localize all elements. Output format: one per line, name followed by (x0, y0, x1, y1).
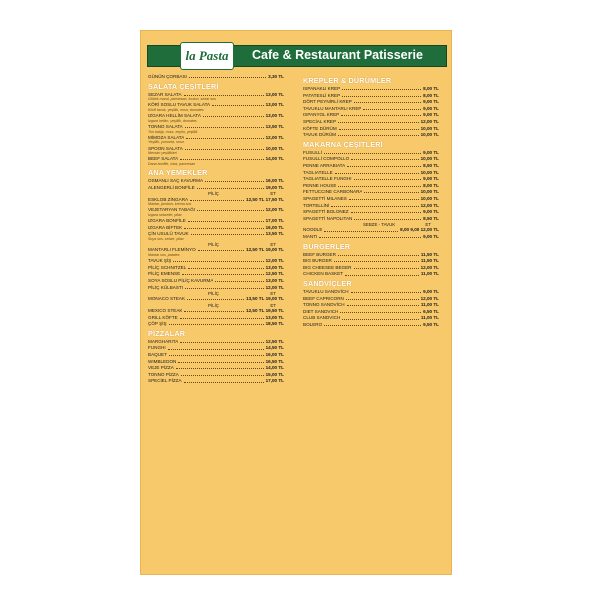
menu-item (303, 93, 439, 99)
item-name: ÇİN USULÜ TAVUK (148, 231, 189, 237)
menu-item (303, 196, 439, 202)
item-description: Ton balığı, mısır, zeytin, yeşillik (148, 129, 198, 134)
item-name: TAVUK ŞİŞ (148, 258, 172, 264)
menu-item (148, 247, 284, 257)
item-price: 9,00 TL (423, 149, 439, 155)
item-name: MANTI (303, 234, 318, 240)
menu-item (148, 352, 284, 358)
variant-label: PİLİÇ (208, 302, 219, 308)
item-description: Körili tavuk, yeşillik, mısır, domates (148, 107, 204, 112)
menu-item (148, 296, 284, 302)
leader-dots (338, 119, 419, 123)
item-price: 13,50 TL (265, 231, 284, 237)
item-price: 13,00 TL (265, 91, 284, 97)
item-name: BOLERO (303, 322, 323, 328)
section-title: SALATA ÇEŞİTLERİ (148, 81, 219, 91)
leader-dots (351, 156, 418, 160)
section-title: SANDVİÇLER (303, 279, 352, 289)
item-price: 8,00 TL (423, 92, 439, 98)
menu-item (303, 183, 439, 189)
menu-item (303, 296, 439, 302)
menu-item (148, 225, 284, 231)
item-price: 15,00 TL (265, 371, 284, 377)
leader-dots (354, 176, 422, 180)
item-price: 19,00 TL (265, 184, 284, 190)
menu-item (148, 185, 284, 191)
leader-dots (338, 252, 419, 256)
leader-dots (184, 308, 244, 312)
item-name: FETTUCCINE CARBONARA (303, 189, 363, 195)
item-name: ÇÖP ŞİŞ (148, 321, 167, 327)
variant-label: ET (270, 242, 276, 248)
variant-label: PİLİÇ (208, 291, 219, 297)
leader-dots (319, 234, 421, 238)
item-name: PİLİÇ EMENSE (148, 271, 181, 277)
item-name: CLUB SANDVICH (303, 315, 341, 321)
menu-item (148, 285, 284, 291)
leader-dots (338, 183, 421, 187)
menu-item (148, 74, 284, 80)
item-description: Mantar sos, patates (148, 252, 180, 257)
item-price: 14,50 TL (265, 345, 284, 351)
leader-dots (354, 216, 421, 220)
menu-item (303, 271, 439, 277)
item-price: 10,00 TL (420, 125, 439, 131)
item-price: 12,00 TL (420, 202, 439, 208)
item-description: Yeşillik, yumurta, mısır (148, 140, 184, 145)
item-price: 9,00 TL (423, 112, 439, 118)
item-name: MONACO STEAK (148, 296, 186, 302)
item-name: BEEF BURGER (303, 251, 336, 257)
item-name: PENNE ARRABIATA (303, 162, 346, 168)
item-price: 10,00 TL (420, 195, 439, 201)
item-name: TAGLIATELLE FUNGHI (303, 176, 352, 182)
variant-label: ET (270, 302, 276, 308)
item-name: KÖFTE DÜRÜM (303, 125, 337, 131)
menu-item (303, 156, 439, 162)
item-name: VEJE PİZZA (148, 365, 174, 371)
item-name: CHICKEN BASKET (303, 271, 344, 277)
menu-item (303, 315, 439, 321)
item-price: 16,00 TL (265, 352, 284, 358)
leader-dots (176, 365, 264, 369)
menu-item (148, 231, 284, 241)
leader-dots (178, 359, 263, 363)
item-name: FUSULLİ COMPOLLO (303, 156, 350, 162)
item-name: BIG BURGER (303, 258, 332, 264)
logo-text: la Pasta (185, 48, 229, 63)
item-price: 12,50 TL 19,00 TL (246, 247, 284, 253)
item-description: Mevsim yeşillikleri (148, 151, 177, 156)
item-price: 13,00 TL (265, 277, 284, 283)
item-name: TAVUK DÜRÜM (303, 132, 337, 138)
menu-item (148, 315, 284, 321)
item-name: TAGLIATELLE (303, 169, 333, 175)
item-price: 9,50 TL (423, 322, 439, 328)
item-name: DIET SANDVICH (303, 308, 339, 314)
item-price: 10,00 TL (420, 189, 439, 195)
menu-item (303, 203, 439, 209)
item-name: NOODLE (303, 227, 323, 233)
item-price: 6,50 TL (423, 308, 439, 314)
variant-label: PİLİÇ (208, 242, 219, 248)
menu-item (148, 146, 284, 156)
leader-dots (364, 189, 418, 193)
item-name: PENNE HOUSE (303, 182, 337, 188)
leader-dots (354, 99, 421, 103)
item-description: Göbek marul, parmesan, kruton, sezar sos (148, 97, 216, 102)
item-name: PATATESLİ KREP (303, 92, 341, 98)
leader-dots (197, 207, 264, 211)
menu-item (303, 309, 439, 315)
item-name: SPECİEL PİZZA (148, 378, 182, 384)
menu-item (148, 308, 284, 314)
item-name: SEZAR SALATA (148, 91, 182, 97)
item-name: SPAGETTİ BOLONEZ (303, 209, 349, 215)
menu-board (140, 30, 452, 575)
item-price: 9,00 TL (423, 176, 439, 182)
leader-dots (185, 124, 264, 128)
section-title: KREPLER & DÜRÜMLER (303, 76, 392, 85)
item-price: 11,00 TL (420, 302, 439, 308)
leader-dots (346, 296, 419, 300)
item-name: MANTARLI FLEMİNYO (148, 247, 196, 253)
item-price: 14,00 TL (265, 156, 284, 162)
item-price: 10,00 TL (265, 145, 284, 151)
item-price: 12,00 TL (420, 118, 439, 124)
item-name: TONNO SANDVİCH (303, 302, 345, 308)
leader-dots (347, 302, 419, 306)
menu-item (148, 345, 284, 351)
item-name: KÖRİ SOSLU TAVUK SALATA (148, 102, 211, 108)
variant-label: PİLİÇ (208, 191, 219, 197)
section-title: BURGERLER (303, 241, 351, 251)
leader-dots (190, 197, 244, 201)
menu-column-right (303, 74, 439, 329)
menu-item (148, 178, 284, 184)
leader-dots (334, 258, 419, 262)
item-name: SPOON SALATA (148, 145, 183, 151)
item-price: 9,00 TL (423, 234, 439, 240)
leader-dots (180, 315, 264, 319)
leader-dots (363, 106, 421, 110)
item-name: MEXICO STEAK (148, 308, 183, 314)
item-price: 13,00 TL (265, 113, 284, 119)
item-description: Izgara hellim, yeşillik, domates (148, 118, 197, 123)
leader-dots (184, 92, 264, 96)
leader-dots (342, 93, 421, 97)
leader-dots (185, 285, 264, 289)
leader-dots (184, 378, 264, 382)
item-name: PİLİÇ SCHNITZEL (148, 264, 187, 270)
menu-item (148, 218, 284, 224)
menu-item (148, 156, 284, 166)
item-price: 11,50 TL (420, 258, 439, 264)
item-price: 16,00 TL (265, 224, 284, 230)
leader-dots (189, 74, 266, 78)
item-name: DÖRT PEYNİRLİ KREP (303, 99, 352, 105)
item-name: MİMOZA SALATA (148, 134, 185, 140)
page-title: Cafe & Restaurant Patisserie (252, 48, 423, 62)
menu-item (303, 265, 439, 271)
leader-dots (198, 247, 244, 251)
item-name: TAVUKLU SANDVİCH (303, 289, 349, 295)
item-price: 16,50 TL (265, 358, 284, 364)
section-title: MAKARNA ÇEŞİTLERİ (303, 139, 383, 149)
menu-item (303, 86, 439, 92)
leader-dots (185, 146, 264, 150)
leader-dots (169, 321, 264, 325)
menu-item (303, 126, 439, 132)
leader-dots (168, 345, 264, 349)
item-name: PİLİÇ KÜLBASTI (148, 284, 183, 290)
item-price: 9,00 TL (423, 99, 439, 105)
leader-dots (349, 196, 419, 200)
leader-dots (181, 372, 264, 376)
item-price: 12,50 TL (265, 338, 284, 344)
leader-dots (342, 86, 421, 90)
variant-label: ET (270, 291, 276, 297)
item-name: BAQUET (148, 352, 167, 358)
leader-dots (169, 352, 264, 356)
menu-item (303, 322, 439, 328)
leader-dots (338, 132, 419, 136)
logo (180, 42, 234, 70)
menu-item (303, 99, 439, 105)
item-price: 13,50 TL 19,00 TL (246, 296, 284, 302)
item-price: 12,00 TL (420, 264, 439, 270)
item-price: 9,00 TL (423, 209, 439, 215)
menu-item (303, 189, 439, 195)
menu-item (303, 176, 439, 182)
item-name: OSMANLI SAÇ KAVURMA (148, 178, 204, 184)
menu-item (303, 209, 439, 215)
item-price: 8,00 9,00 12,00 TL (400, 227, 439, 233)
leader-dots (347, 163, 421, 167)
item-price: 12,00 TL (265, 284, 284, 290)
item-price: 12,00 TL (265, 134, 284, 140)
item-price: 9,00 TL (423, 289, 439, 295)
item-price: 8,00 TL (423, 182, 439, 188)
leader-dots (191, 231, 264, 235)
item-name: SPAGETTİ NAPOLITAN (303, 215, 353, 221)
item-price: 13,00 TL (265, 264, 284, 270)
item-price: 12,00 TL (265, 207, 284, 213)
leader-dots (351, 289, 422, 293)
leader-dots (339, 126, 419, 130)
item-name: ESKLOB ZİNGARA (148, 196, 189, 202)
menu-column-left (148, 74, 284, 385)
item-name: IZGARA HELLİM SALATA (148, 113, 201, 119)
menu-item (303, 170, 439, 176)
menu-item (303, 163, 439, 169)
menu-item (148, 378, 284, 384)
menu-item (303, 132, 439, 138)
leader-dots (340, 309, 421, 313)
leader-dots (331, 203, 418, 207)
menu-item (303, 112, 439, 118)
menu-item (303, 289, 439, 295)
item-name: FUNGHI (148, 345, 166, 351)
item-name: MARGHARITA (148, 338, 179, 344)
item-name: BIG CHEESEE BEGER (303, 264, 352, 270)
item-name: TAVUKLU MANTARLI KREP (303, 105, 362, 111)
item-price: 12,50 TL (265, 271, 284, 277)
leader-dots (215, 278, 263, 282)
leader-dots (354, 265, 419, 269)
menu-item (148, 359, 284, 365)
menu-item (303, 302, 439, 308)
leader-dots (203, 113, 264, 117)
item-price: 12,00 TL (420, 295, 439, 301)
section-title: PİZZALAR (148, 328, 186, 338)
variant-label: ET (425, 222, 431, 228)
menu-item (148, 271, 284, 277)
leader-dots (342, 315, 419, 319)
leader-dots (324, 227, 398, 231)
menu-item (303, 150, 439, 156)
variant-label: SEBZE - TAVUK (363, 222, 396, 228)
item-name: ALENGERLİ BONFİLE (148, 184, 195, 190)
item-price: 8,50 TL (423, 215, 439, 221)
item-name: WIMBLEDON (148, 358, 177, 364)
menu-item (148, 197, 284, 207)
leader-dots (188, 218, 264, 222)
item-price: 14,00 TL (265, 365, 284, 371)
variant-label: ET (270, 191, 276, 197)
item-name: SOYA SOSLU PİLİÇ KAVURMA (148, 277, 214, 283)
menu-item (303, 106, 439, 112)
menu-item (303, 252, 439, 258)
menu-item (148, 258, 284, 264)
item-price: 16,00 TL (265, 178, 284, 184)
item-description: Dana bonfile, roka, parmesan (148, 161, 196, 166)
item-price: 11,50 TL (420, 251, 439, 257)
item-name: BEEF CAPRICORN (303, 295, 344, 301)
item-price: 17,00 TL (265, 218, 284, 224)
item-name: BEEF SALATA (148, 156, 179, 162)
leader-dots (197, 185, 264, 189)
menu-item (148, 135, 284, 145)
item-name: TONNO SALATA (148, 123, 183, 129)
menu-item (303, 234, 439, 240)
section-title: ANA YEMEKLER (148, 168, 208, 178)
item-price: 12,00 TL (265, 258, 284, 264)
menu-item (148, 113, 284, 123)
item-name: GRILL KÖFTE (148, 314, 178, 320)
leader-dots (182, 271, 263, 275)
menu-item (148, 321, 284, 327)
menu-item (148, 102, 284, 112)
menu-item (148, 278, 284, 284)
menu-item (148, 207, 284, 217)
leader-dots (180, 156, 263, 160)
leader-dots (341, 112, 421, 116)
item-name: IZGARA BİFTEK (148, 224, 183, 230)
item-price: 17,00 TL (265, 378, 284, 384)
item-name: SPAGETTİ MILANES (303, 195, 347, 201)
item-name: VEJETARYAN TABAĞI (148, 207, 196, 213)
menu-item (148, 372, 284, 378)
item-description: Soya sos, sebze, pilav (148, 236, 184, 241)
item-price: 10,00 TL (420, 156, 439, 162)
item-description: Mantar, jambon, krema sos (148, 202, 192, 207)
item-name: IZGARA BONFİLE (148, 218, 186, 224)
leader-dots (324, 322, 421, 326)
menu-item (148, 265, 284, 271)
menu-item (148, 124, 284, 134)
item-name: GÜNÜN ÇORBASI (148, 74, 187, 79)
leader-dots (187, 296, 244, 300)
leader-dots (324, 150, 421, 154)
menu-item (303, 258, 439, 264)
item-price: 18,50 TL (265, 321, 284, 327)
item-price: 10,00 TL (420, 132, 439, 138)
item-price: 12,50 TL 19,50 TL (246, 308, 284, 314)
item-price: 13,50 TL (265, 123, 284, 129)
item-price: 3,30 TL (268, 74, 284, 79)
item-description: Izgara sebzeler, pilav (148, 212, 182, 217)
item-price: 11,00 TL (420, 315, 439, 321)
leader-dots (173, 258, 263, 262)
leader-dots (184, 225, 263, 229)
leader-dots (180, 339, 263, 343)
leader-dots (335, 170, 419, 174)
menu-item (303, 227, 439, 233)
item-price: 13,00 TL (265, 102, 284, 108)
item-price: 13,00 TL (265, 314, 284, 320)
item-price: 9,00 TL (423, 105, 439, 111)
leader-dots (345, 271, 419, 275)
item-price: 10,00 TL (420, 169, 439, 175)
menu-item (148, 365, 284, 371)
leader-dots (205, 178, 264, 182)
item-name: SPECİAL KREP (303, 118, 337, 124)
menu-item (148, 339, 284, 345)
leader-dots (351, 209, 422, 213)
item-price: 8,00 TL (423, 86, 439, 91)
item-name: ISPANYOL KREP (303, 112, 340, 118)
item-name: TONNO PİZZA (148, 371, 179, 377)
menu-item (148, 92, 284, 102)
item-name: FUSULLİ (303, 149, 322, 155)
leader-dots (212, 102, 263, 106)
menu-item (303, 216, 439, 222)
leader-dots (186, 135, 263, 139)
menu-item (303, 119, 439, 125)
leader-dots (188, 265, 263, 269)
item-price: 11,00 TL (420, 271, 439, 277)
item-price: 12,50 TL 17,50 TL (246, 196, 284, 202)
item-price: 8,50 TL (423, 162, 439, 168)
item-name: ISPANAKLI KREP (303, 86, 341, 91)
item-name: TORTELLİNİ (303, 202, 330, 208)
